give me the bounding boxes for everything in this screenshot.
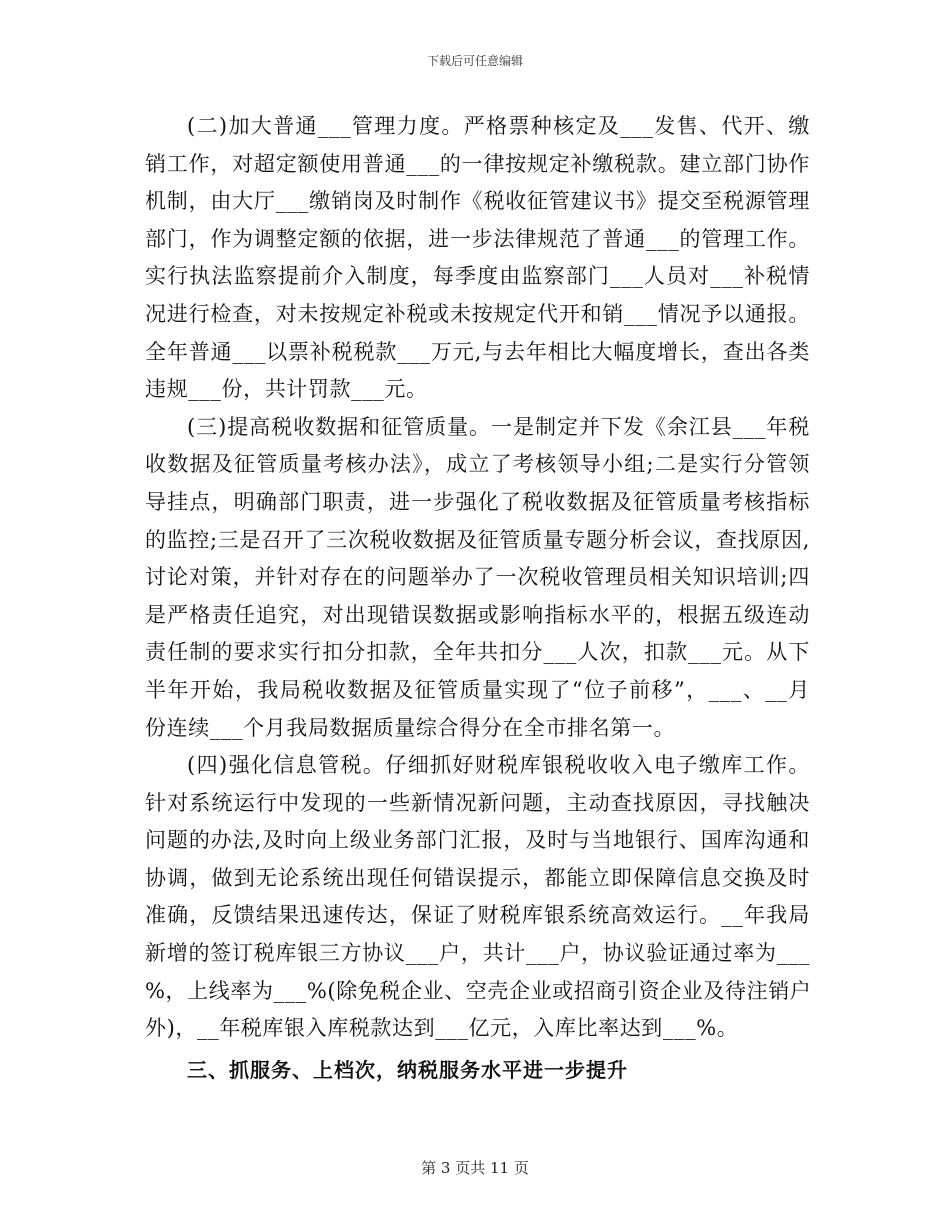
paragraph-line: 收数据及征管质量考核办法》，成立了考核领导小组;二是实行分管领 [145,452,810,477]
paragraph-line: 况进行检查，对未按规定补税或未按规定代开和销___情况予以通报。 [145,301,810,326]
paragraph-line: 部门，作为调整定额的依据，进一步法律规范了普通___的管理工作。 [145,226,810,251]
paragraph-line: 违规___份，共计罚款___元。 [145,377,428,402]
paragraph-2 [145,108,810,409]
page-footer: 第 3 页共 11 页 [421,1159,529,1177]
paragraph-line: 针对系统运行中发现的一些新情况新问题，主动查找原因，寻找触决 [145,790,810,815]
page-header: 下载后可任意编辑 [426,54,523,68]
paragraph-line: 的监控;三是召开了三次税收数据及征管质量专题分析会议，查找原因, [145,527,810,552]
paragraph-line: 问题的办法,及时向上级业务部门汇报，及时与当地银行、国库沟通和 [145,828,810,853]
paragraph-3 [145,409,810,747]
paragraph-line: 导挂点，明确部门职责，进一步强化了税收数据及征管质量考核指标 [145,489,810,514]
paragraph-line: %，上线率为___%(除免税企业、空壳企业或招商引资企业及待注销户 [145,978,812,1003]
document-body [145,108,810,1090]
paragraph-line: 实行执法监察提前介入制度，每季度由监察部门___人员对___补税情 [145,264,810,289]
paragraph-line: 是严格责任追究，对出现错误数据或影响指标水平的，根据五级连动 [145,602,810,627]
paragraph-4 [145,747,810,1048]
paragraph-line: 半年开始，我局税收数据及征管质量实现了“位子前移”，___、__月 [145,677,810,702]
paragraph-line: 全年普通___以票补税税款___万元,与去年相比大幅度增长，查出各类 [145,339,810,364]
paragraph-line: 外)，__年税库银入库税款达到___亿元，入库比率达到___%。 [145,1016,739,1041]
paragraph-line: 销工作，对超定额使用普通___的一律按规定补缴税款。建立部门协作 [145,151,810,176]
paragraph-line: 准确，反馈结果迅速传达，保证了财税库银系统高效运行。__年我局 [145,903,810,928]
paragraph-line: 机制，由大厅___缴销岗及时制作《税收征管建议书》提交至税源管理 [145,189,810,214]
section-heading: 三、抓服务、上档次，纳税服务水平进一步提升 [187,1057,628,1082]
paragraph-line: 新增的签订税库银三方协议___户，共计___户，协议验证通过率为___ [145,941,810,966]
paragraph-line: (四)强化信息管税。仔细抓好财税库银税收收入电子缴库工作。 [187,753,810,778]
paragraph-line: (三)提高税收数据和征管质量。一是制定并下发《余江县___年税 [187,414,810,439]
paragraph-line: 责任制的要求实行扣分扣款，全年共扣分___人次，扣款___元。从下 [145,640,810,665]
paragraph-line: 协调，做到无论系统出现任何错误提示，都能立即保障信息交换及时 [145,865,810,890]
paragraph-line: 份连续___个月我局数据质量综合得分在全市排名第一。 [145,715,676,740]
paragraph-line: (二)加大普通___管理力度。严格票种核定及___发售、代开、缴 [187,114,810,138]
paragraph-line: 讨论对策，并针对存在的问题举办了一次税收管理员相关知识培训;四 [145,565,810,590]
